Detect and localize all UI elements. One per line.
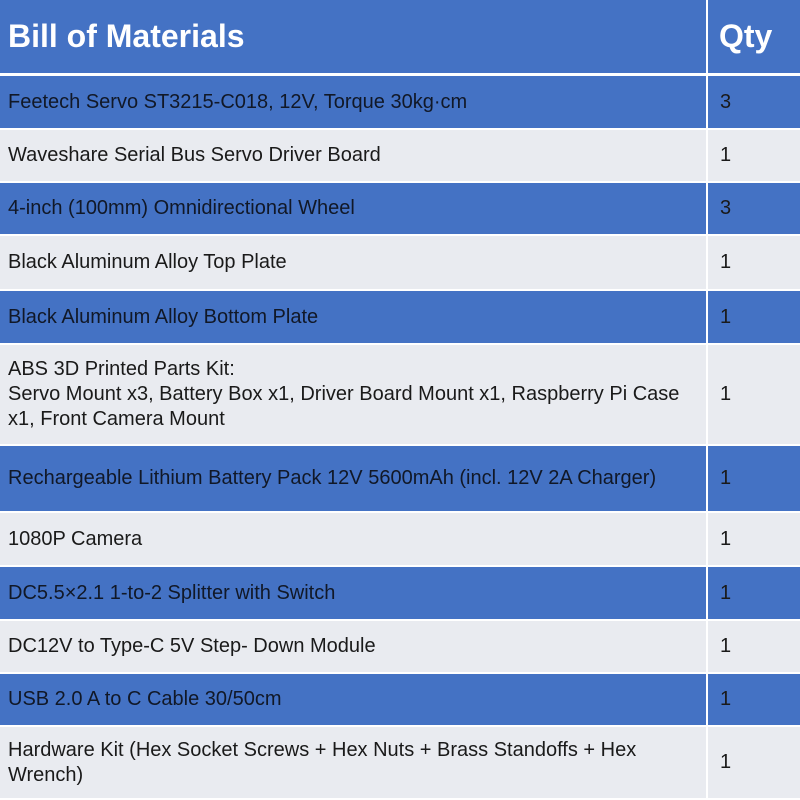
row-qty: 3 bbox=[720, 197, 732, 219]
table-row bbox=[0, 130, 800, 183]
row-item: Black Aluminum Alloy Bottom Plate bbox=[0, 291, 708, 343]
table-row bbox=[0, 513, 800, 567]
row-item: DC12V to Type-C 5V Step- Down Module bbox=[0, 621, 708, 672]
row-item: Rechargeable Lithium Battery Pack 12V 5600mAh (incl. 12V 2A Charger) bbox=[0, 446, 708, 511]
row-item: ABS 3D Printed Parts Kit: Servo Mount x3, Battery Box x1, Driver Board Mount x1, Raspberry Pi Case x1, Front Camera Mount bbox=[0, 345, 708, 444]
table-row bbox=[0, 674, 800, 727]
row-item: 1080P Camera bbox=[0, 513, 708, 565]
row-qty: 3 bbox=[720, 90, 732, 113]
table-row bbox=[0, 727, 800, 798]
row-qty: 1 bbox=[720, 751, 732, 773]
row-qty: 1 bbox=[720, 144, 732, 166]
table-row bbox=[0, 236, 800, 291]
row-item: Hardware Kit (Hex Socket Screws + Hex Nuts + Brass Standoffs + Hex Wrench) bbox=[0, 727, 708, 798]
row-qty: 1 bbox=[720, 305, 732, 328]
row-item: Waveshare Serial Bus Servo Driver Board bbox=[0, 130, 708, 181]
table-row bbox=[0, 76, 800, 130]
row-qty: 1 bbox=[720, 635, 732, 657]
header-qty-title: Qty bbox=[719, 18, 773, 54]
table-row bbox=[0, 567, 800, 621]
row-item: DC5.5×2.1 1-to-2 Splitter with Switch bbox=[0, 567, 708, 619]
table-row bbox=[0, 291, 800, 345]
table-row bbox=[0, 621, 800, 674]
row-qty: 1 bbox=[720, 527, 732, 550]
header-item-title: Bill of Materials bbox=[0, 0, 708, 73]
row-item: 4-inch (100mm) Omnidirectional Wheel bbox=[0, 183, 708, 234]
row-qty: 1 bbox=[720, 688, 732, 710]
row-item: USB 2.0 A to C Cable 30/50cm bbox=[0, 674, 708, 725]
row-item: Black Aluminum Alloy Top Plate bbox=[0, 236, 708, 289]
row-qty: 1 bbox=[720, 581, 732, 604]
row-item: Feetech Servo ST3215-C018, 12V, Torque 30kg·cm bbox=[0, 76, 708, 128]
table-row bbox=[0, 345, 800, 446]
row-qty: 1 bbox=[720, 383, 732, 405]
table-header-row bbox=[0, 0, 800, 76]
table-row bbox=[0, 446, 800, 513]
row-qty: 1 bbox=[720, 251, 732, 273]
table-row bbox=[0, 183, 800, 236]
row-qty: 1 bbox=[720, 467, 732, 489]
